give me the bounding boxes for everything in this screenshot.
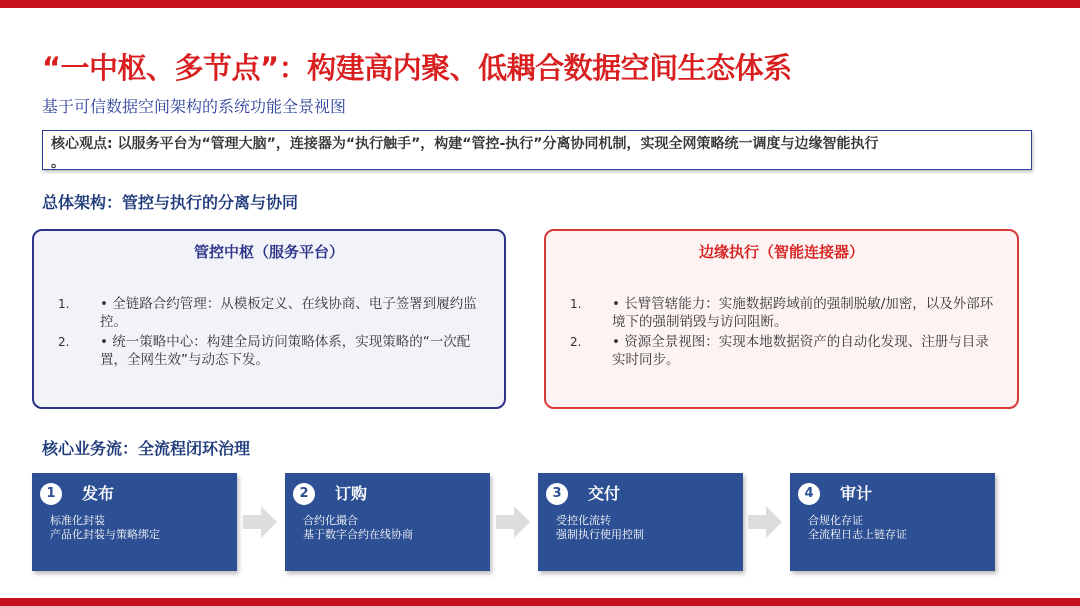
step-desc-line1: 合规化存证 — [808, 514, 863, 527]
architecture-heading: 总体架构：管控与执行的分离与协同 — [42, 193, 299, 212]
list-item-text: • 全链路合约管理：从模板定义、在线协商、电子签署到履约监控。 — [100, 296, 477, 330]
list-item — [58, 295, 488, 331]
list-item — [570, 333, 1000, 369]
step-title: 审计 — [840, 484, 873, 503]
list-item-number: 2. — [58, 335, 70, 349]
step-number-badge: 3 — [546, 483, 568, 505]
arrow-right-icon — [496, 506, 530, 538]
step-number-badge: 1 — [40, 483, 62, 505]
list-item-text: • 长臂管辖能力：实施数据跨域前的强制脱敏/加密，以及外部环境下的强制销毁与访问阻断。 — [612, 296, 994, 330]
list-item — [570, 295, 1000, 331]
step-number-badge: 2 — [293, 483, 315, 505]
bottom-accent-bar — [0, 598, 1080, 606]
list-item — [58, 333, 488, 369]
top-accent-bar — [0, 0, 1080, 8]
flow-step-deliver — [538, 473, 743, 571]
core-view-box — [42, 130, 1032, 170]
step-desc-line1: 受控化流转 — [556, 514, 611, 527]
core-view-trailing: 。 — [51, 155, 65, 171]
arrow-right-icon — [243, 506, 277, 538]
edge-execution-panel — [544, 229, 1019, 409]
step-title: 订购 — [335, 484, 368, 503]
step-desc-line2: 强制执行使用控制 — [556, 528, 644, 541]
control-hub-list — [58, 295, 488, 371]
list-item-number: 1. — [58, 297, 70, 311]
step-desc-line1: 标准化封装 — [50, 514, 105, 527]
flow-step-publish — [32, 473, 237, 571]
step-desc-line2: 基于数字合约在线协商 — [303, 528, 413, 541]
flow-step-order — [285, 473, 490, 571]
step-number-badge: 4 — [798, 483, 820, 505]
flow-heading: 核心业务流：全流程闭环治理 — [42, 439, 251, 458]
edge-execution-title: 边缘执行（智能连接器） — [698, 243, 864, 261]
list-item-text: • 资源全景视图：实现本地数据资产的自动化发现、注册与目录实时同步。 — [612, 334, 989, 368]
step-desc-line2: 全流程日志上链存证 — [808, 528, 907, 541]
arrow-right-icon — [748, 506, 782, 538]
edge-execution-list — [570, 295, 1000, 371]
core-view-text: 核心观点: 以服务平台为“管理大脑”，连接器为“执行触手”，构建“管控-执行”分离协同机制，实现全网策略统一调度与边缘智能执行 — [51, 136, 879, 152]
step-desc-line2: 产品化封装与策略绑定 — [50, 528, 160, 541]
page-title: “一中枢、多节点”：构建高内聚、低耦合数据空间生态体系 — [42, 51, 792, 85]
step-title: 发布 — [82, 484, 115, 503]
list-item-number: 2. — [570, 335, 582, 349]
step-title: 交付 — [588, 484, 621, 503]
page-subtitle: 基于可信数据空间架构的系统功能全景视图 — [42, 97, 347, 116]
list-item-number: 1. — [570, 297, 582, 311]
control-hub-title: 管控中枢（服务平台） — [193, 243, 344, 261]
step-desc-line1: 合约化撮合 — [303, 514, 358, 527]
flow-step-audit — [790, 473, 995, 571]
list-item-text: • 统一策略中心：构建全局访问策略体系，实现策略的“一次配置，全网生效”与动态下发。 — [100, 334, 471, 368]
control-hub-panel — [32, 229, 506, 409]
